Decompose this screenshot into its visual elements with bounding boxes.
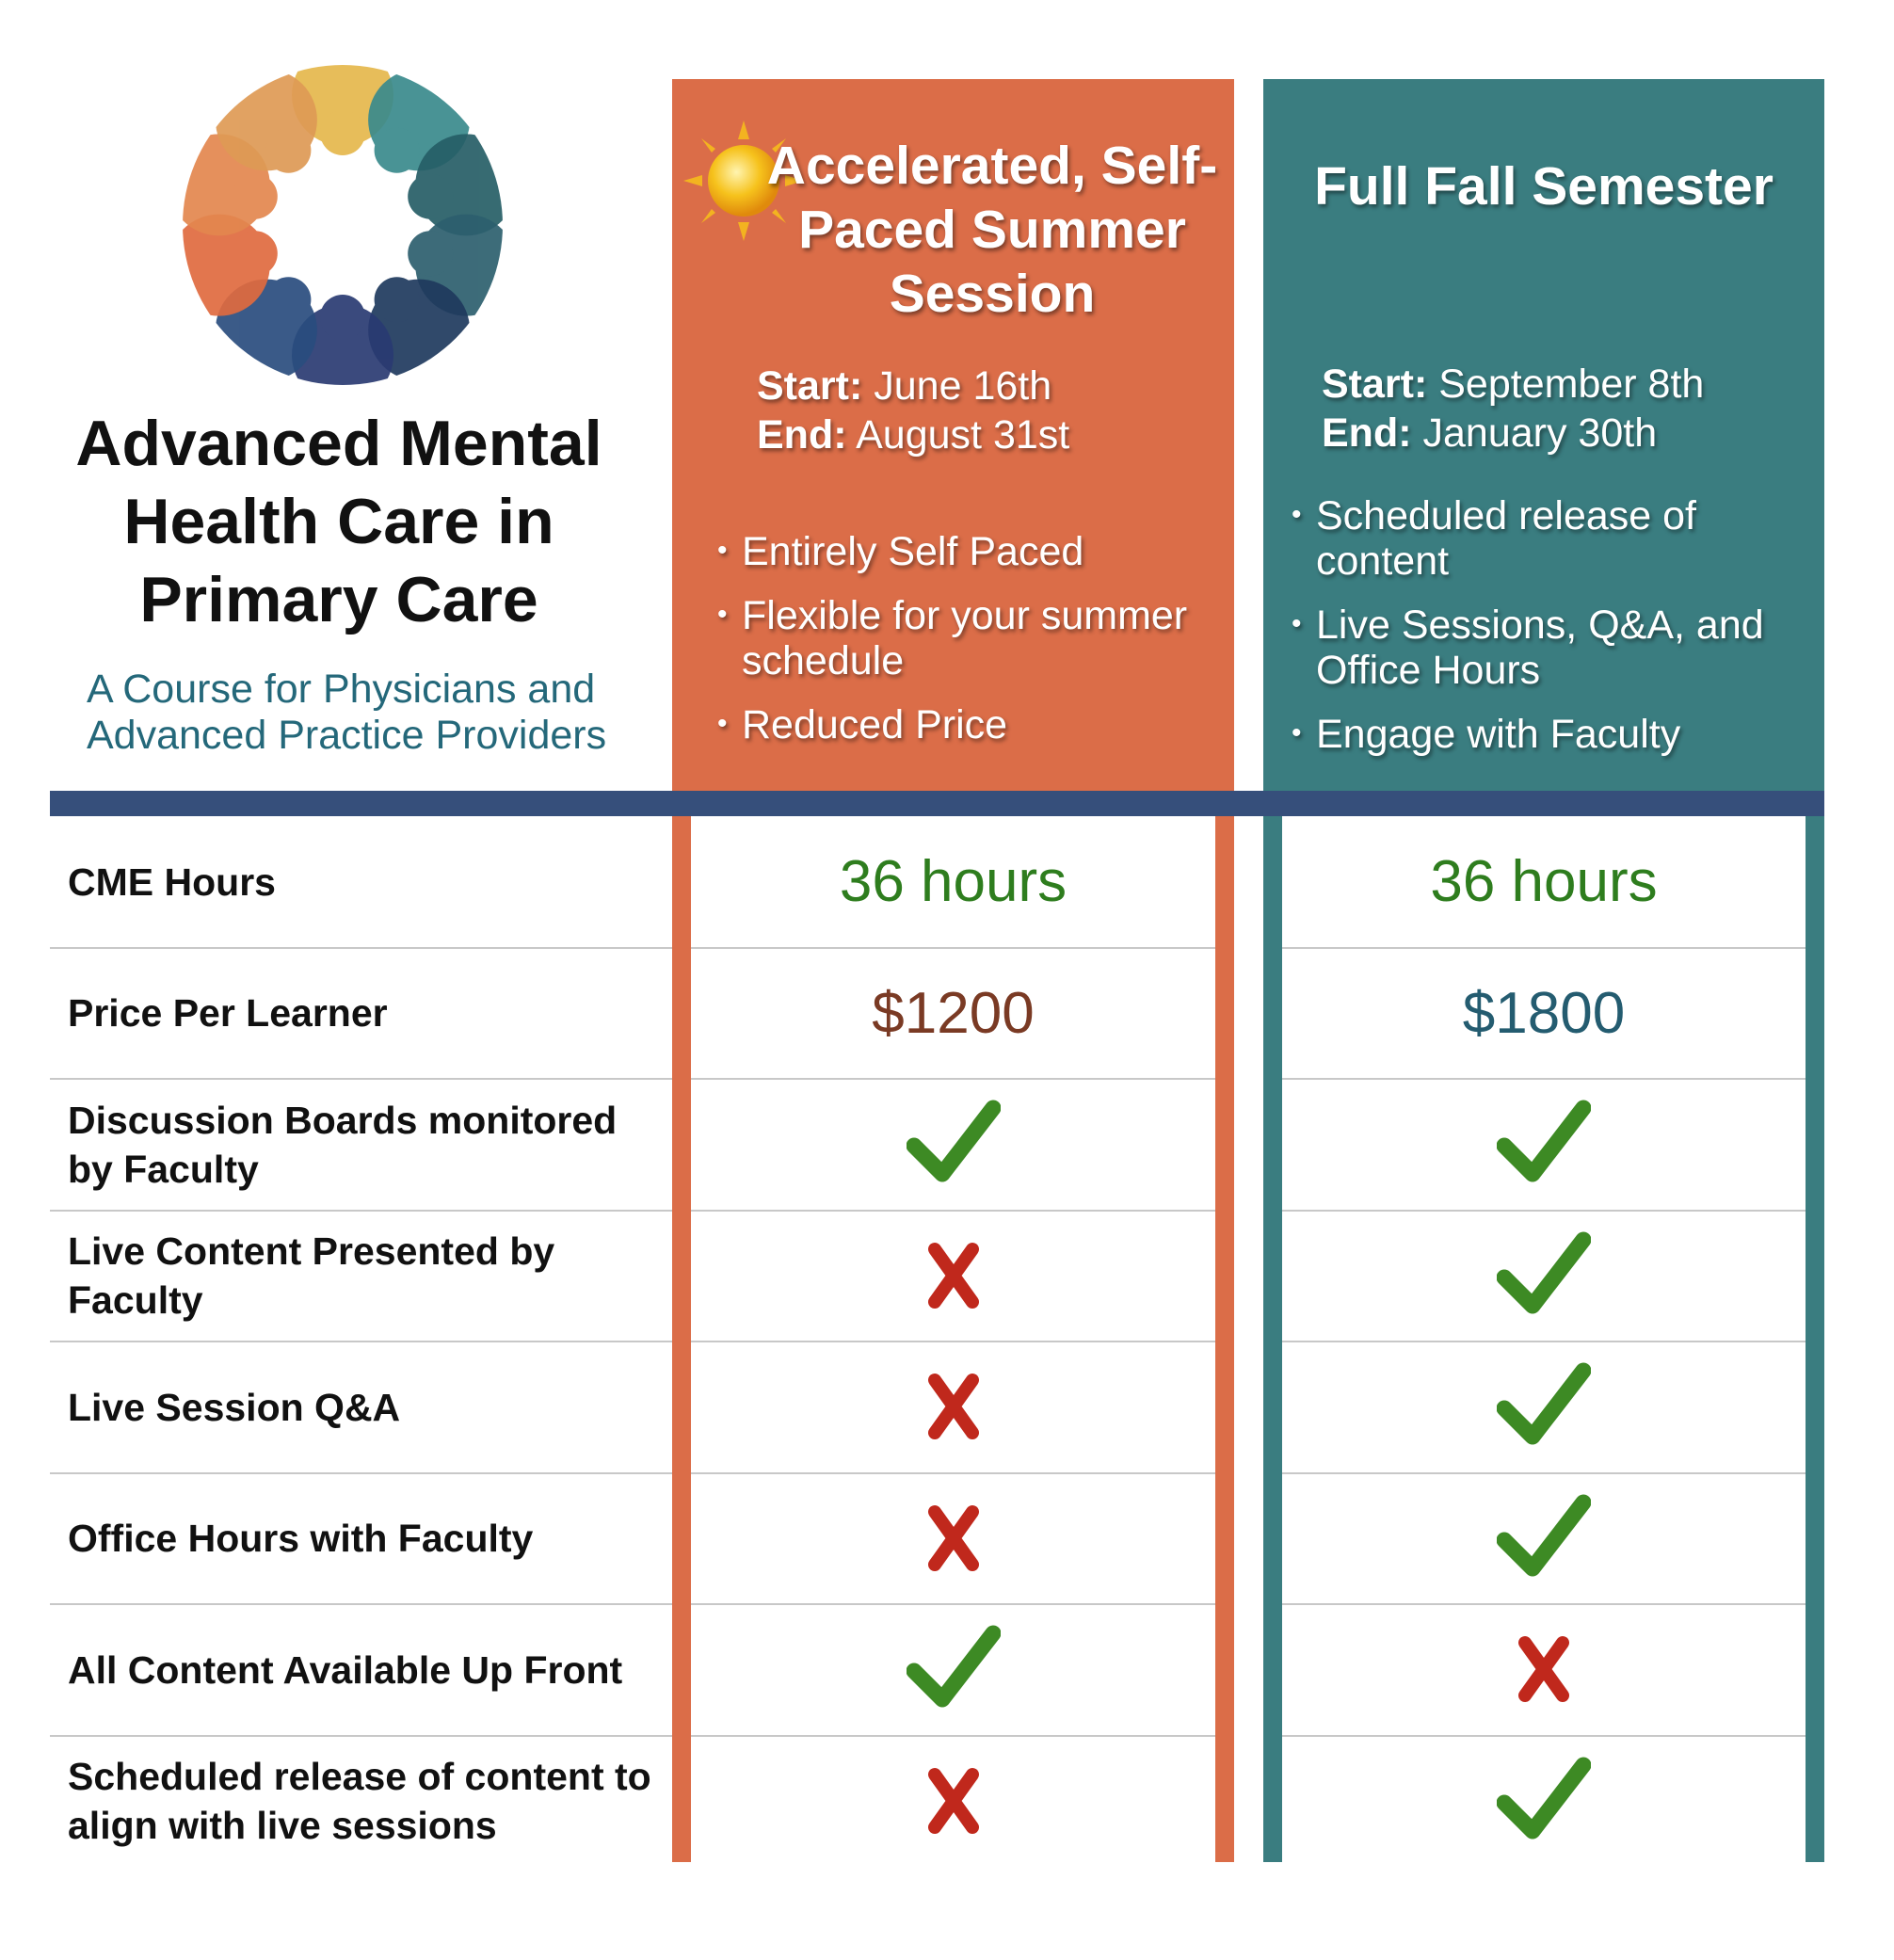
- summer-value-cell: [691, 1079, 1215, 1211]
- row-label: Price Per Learner: [68, 991, 388, 1036]
- header-divider-bar: [50, 791, 1824, 816]
- summer-feature-list: [715, 529, 1224, 766]
- fall-feature-list: [1290, 493, 1817, 776]
- end-date: August 31st: [856, 412, 1070, 458]
- x-mark-icon: [907, 1754, 1001, 1849]
- checkmark-icon: [1497, 1359, 1591, 1454]
- start-label: Start:: [1322, 361, 1428, 407]
- summer-value-cell: [691, 1211, 1215, 1342]
- checkmark-icon: [1497, 1754, 1591, 1849]
- summer-session-title: Accelerated, Self-Paced Summer Session: [766, 136, 1218, 324]
- start-date: June 16th: [874, 363, 1052, 409]
- fall-semester-dates: [1322, 360, 1704, 458]
- fall-column-border-left: [1263, 816, 1282, 1862]
- checkmark-icon: [907, 1097, 1001, 1192]
- row-label: Scheduled release of content to align with live sessions: [68, 1755, 651, 1848]
- row-label: Live Session Q&A: [68, 1385, 401, 1429]
- price-value: $1800: [1462, 980, 1626, 1046]
- row-label: Office Hours with Faculty: [68, 1517, 534, 1561]
- summer-feature-item: • Flexible for your summer schedule: [715, 593, 1224, 683]
- start-label: Start:: [757, 363, 863, 409]
- summer-feature-item: • Reduced Price: [715, 702, 1224, 747]
- fall-value-cell: [1282, 1604, 1806, 1736]
- course-subtitle: A Course for Physicians and Advanced Practice Providers: [87, 667, 607, 758]
- fall-column-border-right: [1806, 816, 1824, 1862]
- checkmark-icon: [1497, 1097, 1591, 1192]
- summer-value-cell: [691, 816, 1215, 948]
- x-mark-icon: [907, 1359, 1001, 1454]
- x-mark-icon: [907, 1491, 1001, 1586]
- fall-value-cell: [1282, 816, 1806, 948]
- fall-value-cell: [1282, 1473, 1806, 1605]
- row-label: All Content Available Up Front: [68, 1647, 623, 1692]
- x-mark-icon: [907, 1229, 1001, 1324]
- end-label: End:: [1322, 410, 1412, 456]
- course-title: Advanced Mental Health Care in Primary Care: [75, 408, 602, 635]
- checkmark-icon: [907, 1622, 1001, 1717]
- summer-value-cell: [691, 948, 1215, 1080]
- circle-of-people-logo: [179, 61, 506, 389]
- start-date: September 8th: [1438, 361, 1705, 407]
- fall-semester-panel: [1263, 79, 1824, 791]
- fall-value-cell: [1282, 1211, 1806, 1342]
- fall-value-cell: [1282, 1341, 1806, 1473]
- summer-value-cell: [691, 1736, 1215, 1868]
- summer-column-border-left: [672, 816, 691, 1862]
- summer-session-panel: [672, 79, 1234, 791]
- fall-value-cell: [1282, 948, 1806, 1080]
- cme-hours-value: 36 hours: [1430, 849, 1658, 915]
- row-label: CME Hours: [68, 860, 276, 904]
- checkmark-icon: [1497, 1491, 1591, 1586]
- end-date: January 30th: [1422, 410, 1658, 456]
- x-mark-icon: [1497, 1622, 1591, 1717]
- price-value: $1200: [872, 980, 1035, 1046]
- summer-feature-item: • Entirely Self Paced: [715, 529, 1224, 574]
- checkmark-icon: [1497, 1229, 1591, 1324]
- summer-session-dates: [757, 361, 1069, 459]
- fall-feature-item: • Live Sessions, Q&A, and Office Hours: [1290, 602, 1817, 693]
- row-label: Discussion Boards monitored by Faculty: [68, 1098, 618, 1191]
- summer-value-cell: [691, 1604, 1215, 1736]
- fall-feature-item: • Scheduled release of content: [1290, 493, 1817, 584]
- row-label: Live Content Presented by Faculty: [68, 1229, 555, 1323]
- fall-semester-title: Full Fall Semester: [1314, 156, 1774, 217]
- fall-value-cell: [1282, 1736, 1806, 1868]
- summer-value-cell: [691, 1473, 1215, 1605]
- cme-hours-value: 36 hours: [839, 849, 1067, 915]
- fall-feature-item: • Engage with Faculty: [1290, 712, 1817, 757]
- summer-value-cell: [691, 1341, 1215, 1473]
- end-label: End:: [757, 412, 847, 458]
- summer-column-border-right: [1215, 816, 1234, 1862]
- fall-value-cell: [1282, 1079, 1806, 1211]
